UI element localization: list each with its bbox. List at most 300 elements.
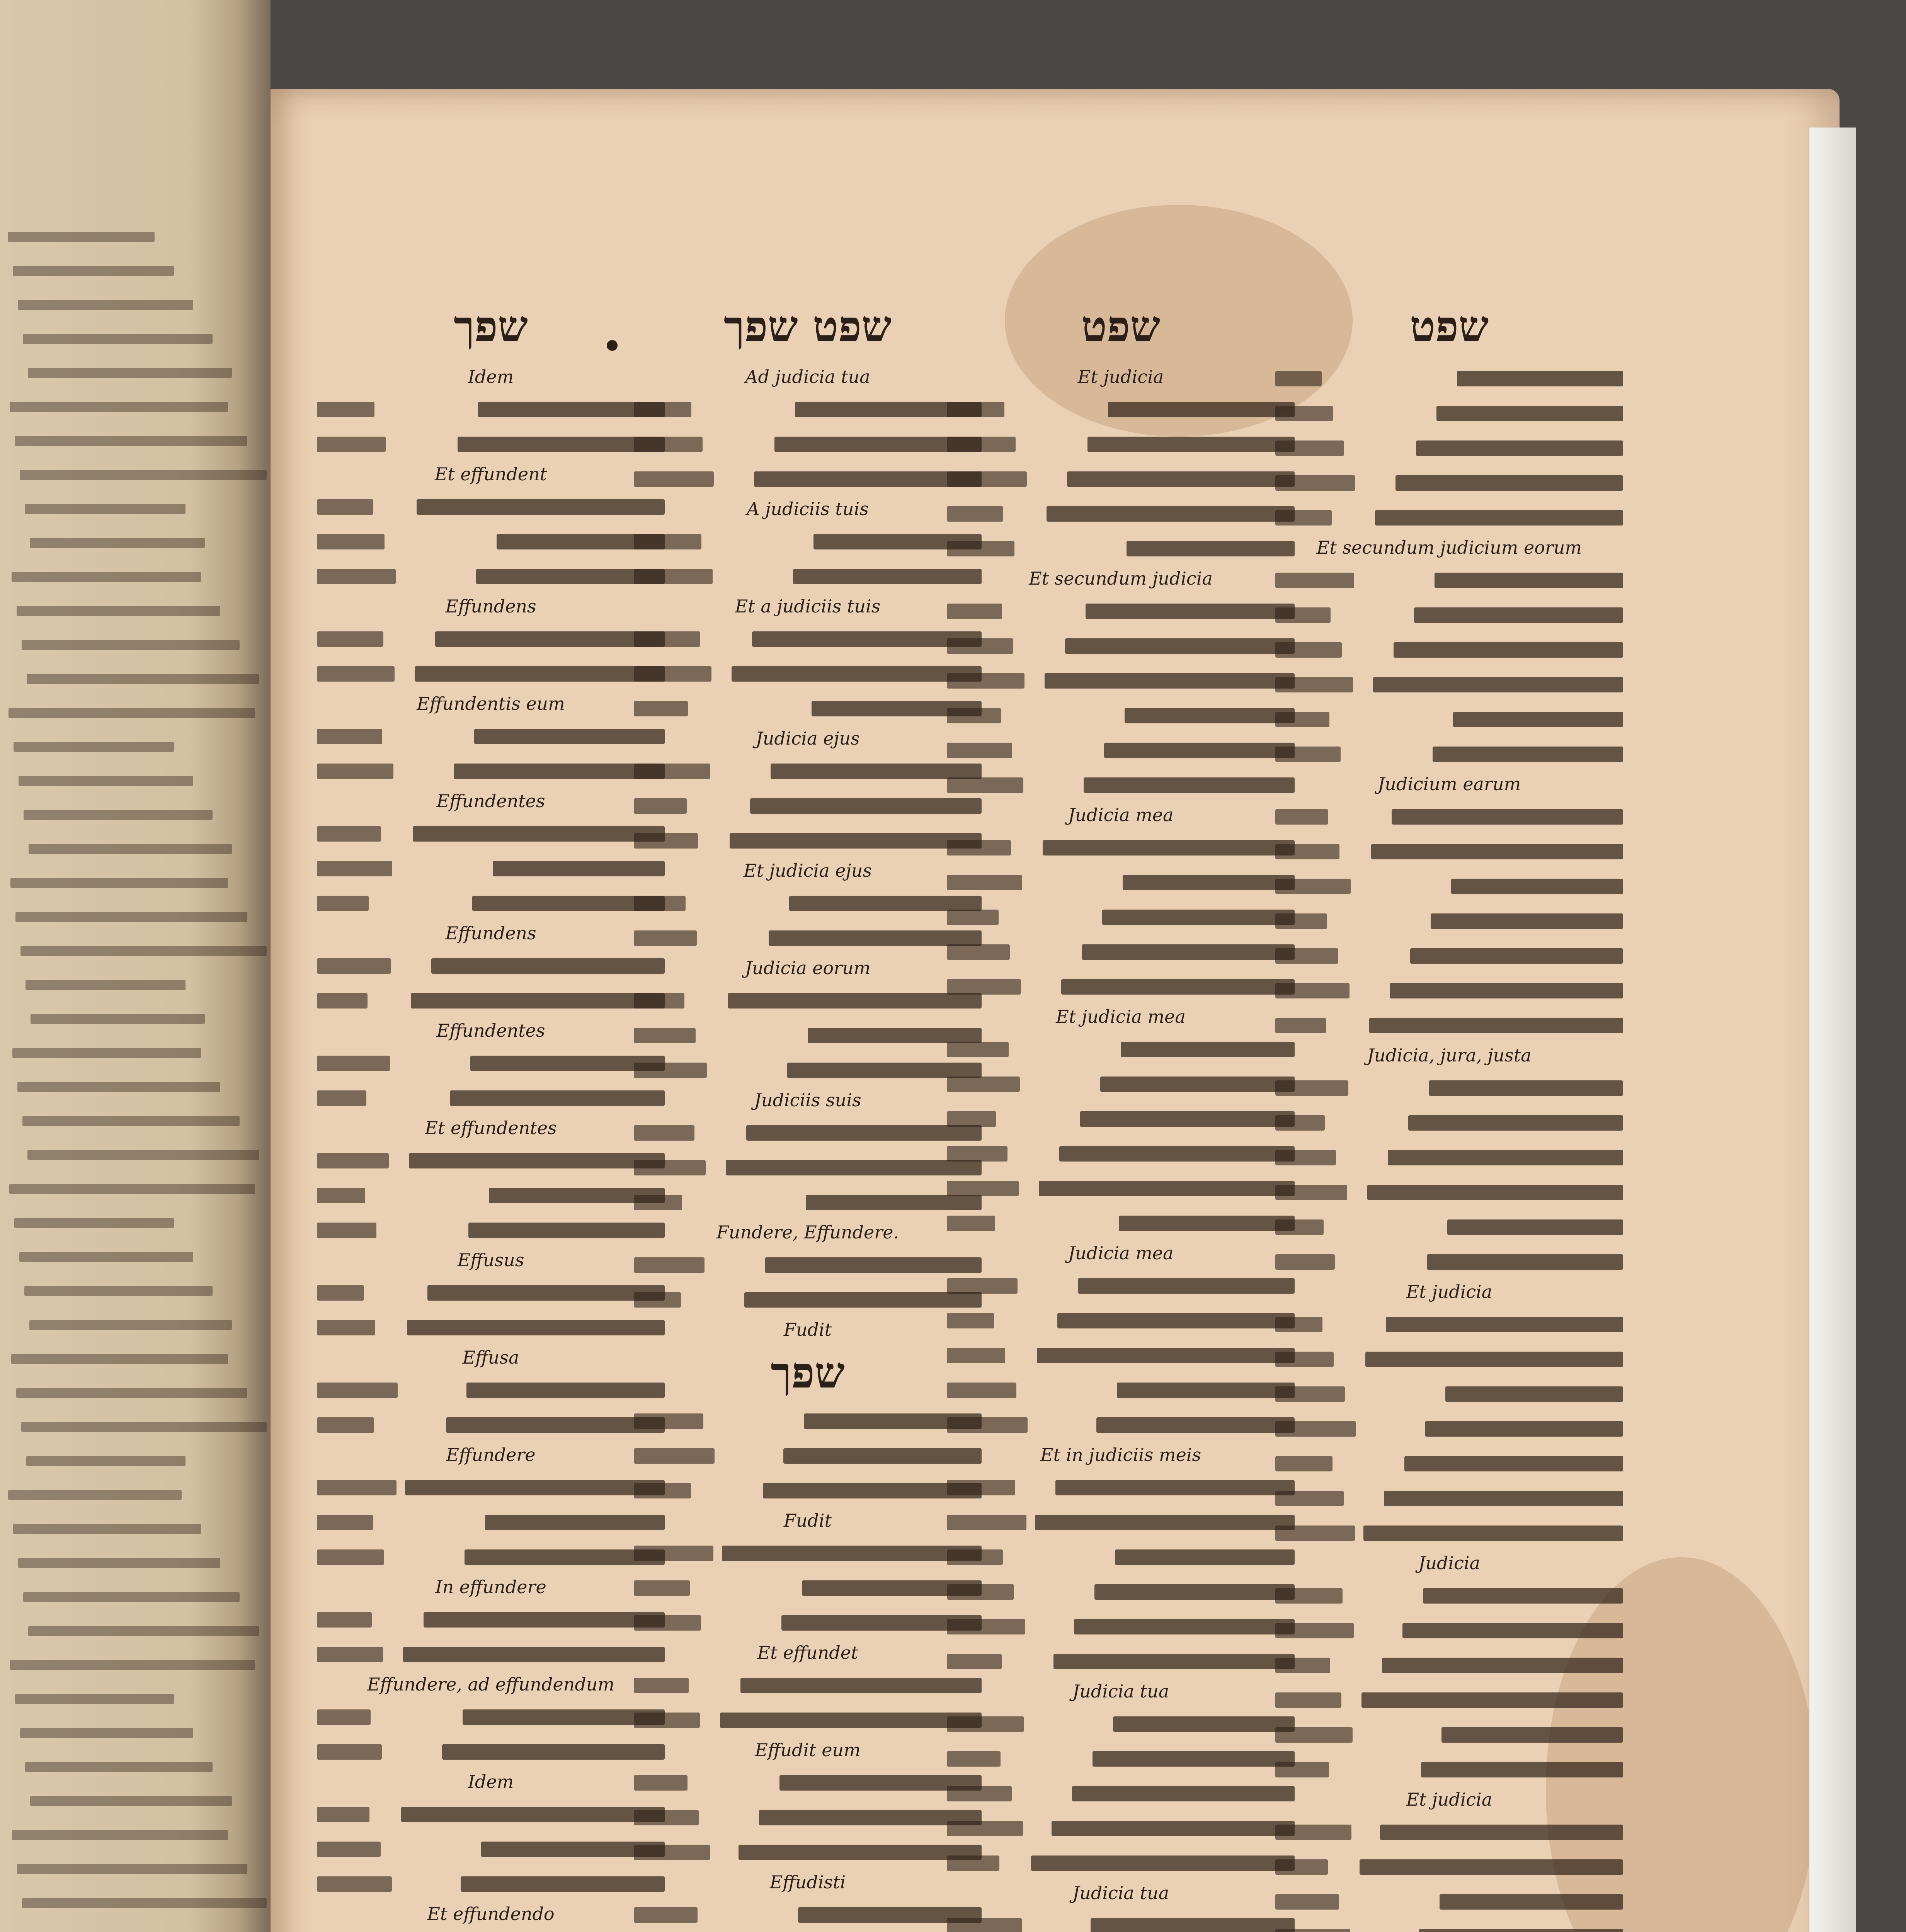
hebrew-text bbox=[417, 499, 665, 515]
hebrew-text-line bbox=[634, 1250, 982, 1279]
hebrew-text-line bbox=[634, 1187, 982, 1216]
hebrew-text-line bbox=[1275, 1685, 1623, 1714]
verse-reference bbox=[317, 1515, 373, 1530]
left-page-text-line bbox=[22, 1116, 240, 1126]
verse-reference bbox=[317, 1647, 383, 1662]
left-page-text-line bbox=[13, 266, 174, 276]
latin-gloss: Et secundum judicia bbox=[1029, 568, 1213, 589]
verse-reference bbox=[1275, 1018, 1326, 1033]
hebrew-text-line bbox=[1275, 1483, 1623, 1512]
hebrew-text bbox=[1093, 1751, 1295, 1767]
verse-reference bbox=[1275, 1526, 1355, 1541]
verse-reference bbox=[634, 833, 698, 849]
left-page-text-line bbox=[12, 1048, 201, 1058]
hebrew-text bbox=[407, 1320, 665, 1335]
verse-reference bbox=[634, 1845, 710, 1860]
hebrew-text bbox=[1087, 437, 1295, 452]
hebrew-text bbox=[1392, 809, 1623, 825]
hebrew-text-line bbox=[947, 1743, 1295, 1773]
verse-reference bbox=[634, 1160, 706, 1175]
latin-gloss: Effundere bbox=[446, 1444, 536, 1465]
verse-reference bbox=[634, 1580, 690, 1596]
left-page-text-line bbox=[18, 300, 193, 310]
hebrew-text bbox=[1371, 844, 1623, 859]
hebrew-text-line bbox=[317, 1542, 665, 1571]
latin-gloss: Fudit bbox=[783, 1510, 832, 1531]
hebrew-text-line bbox=[317, 658, 665, 688]
left-page-text-line bbox=[12, 572, 201, 582]
hebrew-text-line bbox=[634, 825, 982, 855]
latin-gloss: Et judicia bbox=[1406, 1281, 1492, 1302]
hebrew-text-line bbox=[947, 429, 1295, 458]
hebrew-text-line bbox=[947, 1375, 1295, 1404]
verse-reference bbox=[947, 910, 999, 925]
hebrew-text-line bbox=[634, 1152, 982, 1182]
latin-gloss: Effundere, ad effundendum bbox=[367, 1674, 615, 1695]
hebrew-text-line bbox=[947, 832, 1295, 862]
hebrew-text-line bbox=[947, 1173, 1295, 1202]
hebrew-text-line bbox=[947, 1270, 1295, 1300]
verse-reference bbox=[634, 1483, 691, 1498]
left-page-text-line bbox=[29, 1320, 232, 1330]
hebrew-text-line bbox=[634, 561, 982, 590]
verse-reference bbox=[947, 1918, 1022, 1932]
left-page-text-line bbox=[20, 946, 267, 956]
hebrew-text-line bbox=[947, 394, 1295, 423]
hebrew-text bbox=[1408, 1115, 1623, 1131]
latin-gloss: Judicia mea bbox=[1068, 804, 1174, 825]
hebrew-text-line bbox=[317, 1215, 665, 1244]
hebrew-text bbox=[1375, 510, 1623, 526]
hebrew-text bbox=[1416, 440, 1623, 456]
verse-reference bbox=[634, 930, 697, 946]
verse-reference bbox=[634, 1063, 707, 1078]
verse-reference bbox=[947, 1480, 1015, 1495]
hebrew-text bbox=[411, 993, 665, 1009]
hebrew-text bbox=[1361, 1692, 1623, 1708]
verse-reference bbox=[317, 1612, 372, 1628]
left-page-text-line bbox=[25, 1762, 213, 1772]
left-page-text-line bbox=[19, 776, 193, 786]
hebrew-text-line bbox=[634, 1900, 982, 1929]
hebrew-text bbox=[1123, 875, 1295, 890]
verse-reference bbox=[634, 1413, 703, 1429]
hebrew-text bbox=[1037, 1348, 1295, 1363]
verse-reference bbox=[947, 1313, 994, 1328]
hebrew-text-line bbox=[634, 1670, 982, 1699]
hebrew-text-line bbox=[947, 1910, 1295, 1932]
hebrew-text bbox=[405, 1480, 665, 1495]
hebrew-text-line bbox=[634, 791, 982, 820]
hebrew-text-line bbox=[317, 951, 665, 980]
hebrew-text bbox=[1367, 1185, 1623, 1200]
hebrew-text bbox=[1100, 1077, 1295, 1092]
hebrew-text-line bbox=[317, 624, 665, 653]
verse-reference bbox=[317, 402, 374, 417]
verse-reference bbox=[1275, 1894, 1339, 1910]
latin-gloss: Effundens bbox=[445, 596, 536, 617]
hebrew-text-line bbox=[947, 867, 1295, 896]
hebrew-text-line bbox=[947, 464, 1295, 493]
hebrew-text-line bbox=[317, 1277, 665, 1307]
verse-reference bbox=[1275, 406, 1333, 421]
verse-reference bbox=[1275, 1115, 1325, 1131]
latin-gloss: Effundentes bbox=[436, 791, 545, 811]
hebrew-text-line bbox=[634, 429, 982, 458]
hebrew-text bbox=[1091, 1918, 1295, 1932]
hebrew-text bbox=[1084, 777, 1295, 793]
hebrew-text bbox=[1410, 948, 1623, 964]
left-page-text-line bbox=[8, 232, 155, 242]
hebrew-text bbox=[1059, 1146, 1295, 1162]
verse-reference bbox=[1275, 844, 1339, 859]
hebrew-text bbox=[1395, 475, 1623, 491]
hebrew-text bbox=[1380, 1825, 1623, 1840]
hebrew-text bbox=[1369, 1018, 1623, 1033]
column-header: שפך bbox=[454, 301, 528, 351]
verse-reference bbox=[317, 896, 369, 911]
verse-reference bbox=[1275, 712, 1329, 727]
hebrew-text-line bbox=[1275, 634, 1623, 664]
latin-gloss: Judiciis suis bbox=[754, 1090, 861, 1111]
hebrew-text bbox=[446, 1417, 665, 1433]
hebrew-text bbox=[1440, 1894, 1623, 1910]
hebrew-text bbox=[739, 1845, 982, 1860]
hebrew-text-line bbox=[947, 1410, 1295, 1439]
hebrew-text-line bbox=[947, 1577, 1295, 1606]
verse-reference bbox=[317, 1188, 365, 1203]
verse-reference bbox=[1275, 1588, 1343, 1604]
hebrew-text-line bbox=[317, 429, 665, 458]
hebrew-text bbox=[1119, 1216, 1295, 1231]
left-page-text-line bbox=[26, 1456, 185, 1466]
verse-reference bbox=[317, 666, 395, 682]
hebrew-text bbox=[435, 631, 665, 647]
hebrew-text bbox=[1057, 1313, 1295, 1328]
hebrew-text bbox=[1457, 371, 1623, 386]
verse-reference bbox=[1275, 642, 1342, 658]
hebrew-text-line bbox=[1275, 739, 1623, 768]
hebrew-text-line bbox=[317, 1702, 665, 1731]
left-page-text-line bbox=[14, 1218, 174, 1228]
latin-gloss: Et effundentes bbox=[425, 1117, 557, 1138]
hebrew-text-line bbox=[1275, 502, 1623, 532]
hebrew-text-line bbox=[317, 1834, 665, 1863]
verse-reference bbox=[317, 1709, 371, 1725]
hebrew-text-line bbox=[317, 1145, 665, 1175]
verse-reference bbox=[317, 1223, 376, 1238]
left-page-text-line bbox=[15, 912, 247, 922]
hebrew-text-line bbox=[634, 1475, 982, 1505]
hebrew-text bbox=[1384, 1491, 1623, 1506]
hebrew-text-line bbox=[317, 1507, 665, 1536]
latin-gloss: Judicium earum bbox=[1377, 774, 1521, 794]
verse-reference bbox=[317, 534, 385, 549]
verse-reference bbox=[1275, 1658, 1330, 1673]
hebrew-text-line bbox=[634, 1406, 982, 1435]
hebrew-text bbox=[1108, 402, 1295, 417]
latin-gloss: Et judicia bbox=[1406, 1789, 1492, 1810]
hebrew-text bbox=[424, 1612, 665, 1628]
hebrew-text bbox=[744, 1292, 982, 1308]
hebrew-text-line bbox=[947, 1104, 1295, 1133]
hebrew-text bbox=[1445, 1386, 1623, 1402]
latin-gloss: Effudisti bbox=[769, 1872, 846, 1893]
verse-reference bbox=[317, 1480, 397, 1495]
hebrew-text-line bbox=[1275, 1142, 1623, 1172]
hebrew-text-line bbox=[1275, 1650, 1623, 1679]
verse-reference bbox=[317, 958, 391, 974]
hebrew-text-line bbox=[947, 1340, 1295, 1369]
verse-reference bbox=[1275, 371, 1322, 386]
concordance-column-2 bbox=[634, 363, 982, 1932]
latin-gloss: Judicia tua bbox=[1072, 1681, 1169, 1702]
hebrew-text-line bbox=[947, 700, 1295, 730]
hebrew-text bbox=[1414, 607, 1623, 623]
hebrew-text bbox=[415, 666, 665, 682]
hebrew-text-line bbox=[1275, 398, 1623, 427]
latin-gloss: Idem bbox=[468, 1771, 514, 1792]
hebrew-text-line bbox=[947, 533, 1295, 563]
hebrew-text-line bbox=[1275, 1344, 1623, 1373]
hebrew-text-line bbox=[947, 1848, 1295, 1877]
hebrew-text-line bbox=[317, 818, 665, 848]
hebrew-text bbox=[1094, 1584, 1295, 1600]
verse-reference bbox=[1275, 1254, 1335, 1270]
hebrew-text-line bbox=[634, 464, 982, 493]
hebrew-text bbox=[1043, 840, 1295, 855]
verse-reference bbox=[947, 402, 1004, 417]
hebrew-text bbox=[1127, 541, 1295, 556]
latin-gloss: Judicia ejus bbox=[756, 728, 860, 749]
latin-gloss: Judicia mea bbox=[1068, 1243, 1174, 1264]
hebrew-text-line bbox=[634, 1055, 982, 1084]
left-page-text-line bbox=[23, 1592, 240, 1602]
hebrew-text-line bbox=[1275, 1518, 1623, 1547]
verse-reference bbox=[1275, 1185, 1347, 1200]
verse-reference bbox=[1275, 879, 1351, 894]
left-page-text-line bbox=[8, 1490, 182, 1500]
verse-reference bbox=[634, 1292, 681, 1308]
hebrew-text bbox=[1121, 1042, 1295, 1057]
verse-reference bbox=[317, 729, 382, 744]
hebrew-text-line bbox=[317, 526, 665, 556]
verse-reference bbox=[947, 1348, 1005, 1363]
page-edge bbox=[1809, 128, 1856, 1932]
verse-reference bbox=[634, 896, 686, 911]
hebrew-text-line bbox=[634, 1802, 982, 1832]
verse-reference bbox=[1275, 1762, 1329, 1777]
hebrew-text-line bbox=[634, 1284, 982, 1314]
left-page-text-line bbox=[27, 674, 259, 684]
verse-reference bbox=[947, 1216, 995, 1231]
latin-gloss: Ad judicia tua bbox=[745, 366, 870, 387]
hebrew-text bbox=[1035, 1515, 1295, 1530]
verse-reference bbox=[634, 1775, 688, 1791]
hebrew-text bbox=[403, 1647, 665, 1662]
left-page-text-line bbox=[12, 1830, 228, 1840]
hebrew-text-line bbox=[634, 923, 982, 952]
hebrew-text-line bbox=[634, 1767, 982, 1797]
hebrew-text-line bbox=[317, 985, 665, 1015]
hebrew-text bbox=[722, 1546, 982, 1561]
verse-reference bbox=[634, 534, 701, 549]
hebrew-text-line bbox=[1275, 801, 1623, 831]
verse-reference bbox=[634, 402, 691, 417]
column-header: שפט bbox=[1081, 301, 1161, 351]
latin-gloss: Judicia tua bbox=[1072, 1883, 1169, 1903]
left-page-text-line bbox=[15, 1694, 174, 1704]
latin-gloss: Et effundent bbox=[434, 464, 547, 485]
hebrew-text bbox=[1435, 573, 1623, 588]
verse-reference bbox=[1275, 983, 1350, 998]
hebrew-text bbox=[1363, 1526, 1623, 1541]
hebrew-text-line bbox=[947, 1305, 1295, 1335]
left-page-text-line bbox=[16, 1388, 247, 1398]
latin-gloss: Effusus bbox=[457, 1250, 524, 1270]
hebrew-text-line bbox=[317, 1180, 665, 1209]
verse-reference bbox=[1275, 1386, 1345, 1402]
left-page-text-line bbox=[17, 606, 220, 616]
hebrew-text bbox=[1082, 944, 1295, 960]
hebrew-text-line bbox=[634, 394, 982, 423]
hebrew-text-line bbox=[634, 693, 982, 723]
hebrew-text-line bbox=[947, 1208, 1295, 1237]
hebrew-text-line bbox=[1275, 1754, 1623, 1784]
verse-reference bbox=[1275, 948, 1338, 964]
concordance-column-1 bbox=[317, 363, 665, 1932]
left-page-text-line bbox=[22, 640, 240, 650]
hebrew-text bbox=[1429, 1080, 1623, 1096]
latin-gloss: A judiciis tuis bbox=[747, 498, 869, 519]
hebrew-text-line bbox=[1275, 363, 1623, 393]
hebrew-text-line bbox=[1275, 1921, 1623, 1932]
latin-gloss: Et judicia ejus bbox=[744, 860, 872, 881]
verse-reference bbox=[947, 1077, 1020, 1092]
hebrew-text bbox=[728, 993, 982, 1009]
left-page-text-line bbox=[28, 368, 232, 378]
left-page-text-line bbox=[20, 1728, 193, 1738]
latin-gloss: Effundentes bbox=[436, 1020, 545, 1041]
hebrew-text bbox=[1441, 1727, 1623, 1743]
hebrew-text bbox=[1117, 1383, 1295, 1398]
left-page-text-line bbox=[28, 1626, 259, 1636]
hebrew-text bbox=[1386, 1317, 1623, 1332]
verse-reference bbox=[947, 471, 1027, 487]
hebrew-text-line bbox=[1275, 940, 1623, 970]
hebrew-text-line bbox=[317, 1083, 665, 1112]
hebrew-text bbox=[413, 826, 665, 842]
hebrew-text-line bbox=[317, 1312, 665, 1342]
header-separator-dot bbox=[607, 340, 618, 351]
verse-reference bbox=[317, 1090, 366, 1106]
verse-reference bbox=[317, 764, 393, 779]
verse-reference bbox=[1275, 677, 1353, 692]
verse-reference bbox=[947, 1111, 996, 1127]
left-page-text-line bbox=[26, 980, 185, 990]
verse-reference bbox=[947, 1146, 1007, 1162]
hebrew-text bbox=[1065, 638, 1295, 654]
hebrew-text bbox=[1453, 712, 1623, 727]
verse-reference bbox=[634, 1195, 682, 1210]
verse-reference bbox=[317, 1549, 384, 1565]
hebrew-text bbox=[1427, 1254, 1623, 1270]
hebrew-text-line bbox=[947, 1472, 1295, 1502]
hebrew-text-line bbox=[317, 1639, 665, 1668]
verse-reference bbox=[947, 1181, 1019, 1196]
verse-reference bbox=[634, 1125, 694, 1141]
left-page-text-line bbox=[9, 1184, 255, 1194]
verse-reference bbox=[634, 798, 687, 814]
hebrew-text-line bbox=[317, 756, 665, 785]
left-page-text-line bbox=[21, 1422, 267, 1432]
hebrew-text-line bbox=[947, 596, 1295, 625]
hebrew-text bbox=[1102, 910, 1295, 925]
left-page-text-line bbox=[22, 1898, 267, 1908]
hebrew-text bbox=[1115, 1549, 1295, 1565]
verse-reference bbox=[634, 1546, 713, 1561]
hebrew-text-line bbox=[1275, 669, 1623, 699]
latin-gloss: Et secundum judicium eorum bbox=[1316, 537, 1582, 558]
left-page-text-line bbox=[11, 1354, 228, 1364]
verse-reference bbox=[634, 1678, 689, 1693]
latin-gloss: Idem bbox=[468, 366, 514, 387]
hebrew-text bbox=[1047, 506, 1295, 522]
hebrew-text-line bbox=[634, 985, 982, 1015]
verse-reference bbox=[1275, 1929, 1350, 1932]
verse-reference bbox=[947, 944, 1010, 960]
verse-reference bbox=[1275, 1080, 1348, 1096]
concordance-column-3 bbox=[947, 363, 1295, 1932]
hebrew-text bbox=[431, 958, 665, 974]
verse-reference bbox=[947, 638, 1013, 654]
left-page-text-line bbox=[9, 708, 255, 718]
verse-reference bbox=[1275, 747, 1341, 762]
verse-reference bbox=[317, 1842, 381, 1857]
hebrew-text-line bbox=[1275, 468, 1623, 497]
hebrew-text-line bbox=[1275, 600, 1623, 629]
verse-reference bbox=[317, 569, 396, 584]
verse-reference bbox=[947, 1278, 1018, 1294]
verse-reference bbox=[634, 631, 700, 647]
hebrew-text-line bbox=[317, 721, 665, 750]
latin-gloss: In effundere bbox=[435, 1577, 546, 1597]
verse-reference bbox=[317, 437, 386, 452]
hebrew-text-line bbox=[1275, 1413, 1623, 1443]
verse-reference bbox=[1275, 809, 1328, 825]
hebrew-text bbox=[1125, 708, 1295, 723]
hebrew-text-line bbox=[317, 492, 665, 521]
left-page-text-line bbox=[13, 1524, 201, 1534]
verse-reference bbox=[1275, 573, 1354, 588]
verse-reference bbox=[634, 471, 714, 487]
hebrew-text-line bbox=[947, 902, 1295, 931]
verse-reference bbox=[1275, 1317, 1322, 1332]
hebrew-text-line bbox=[317, 394, 665, 423]
latin-gloss: Judicia eorum bbox=[745, 957, 871, 978]
hebrew-text bbox=[1360, 1859, 1623, 1875]
hebrew-text bbox=[740, 1678, 982, 1693]
hebrew-text bbox=[1421, 1762, 1623, 1777]
verse-reference bbox=[634, 1028, 696, 1043]
hebrew-text-line bbox=[947, 1646, 1295, 1675]
left-page-text-line bbox=[19, 1252, 193, 1262]
hebrew-text bbox=[1433, 747, 1623, 762]
hebrew-text bbox=[1388, 1150, 1623, 1165]
verse-reference bbox=[947, 1654, 1002, 1669]
hebrew-text-line bbox=[947, 1542, 1295, 1571]
hebrew-text bbox=[730, 833, 982, 849]
